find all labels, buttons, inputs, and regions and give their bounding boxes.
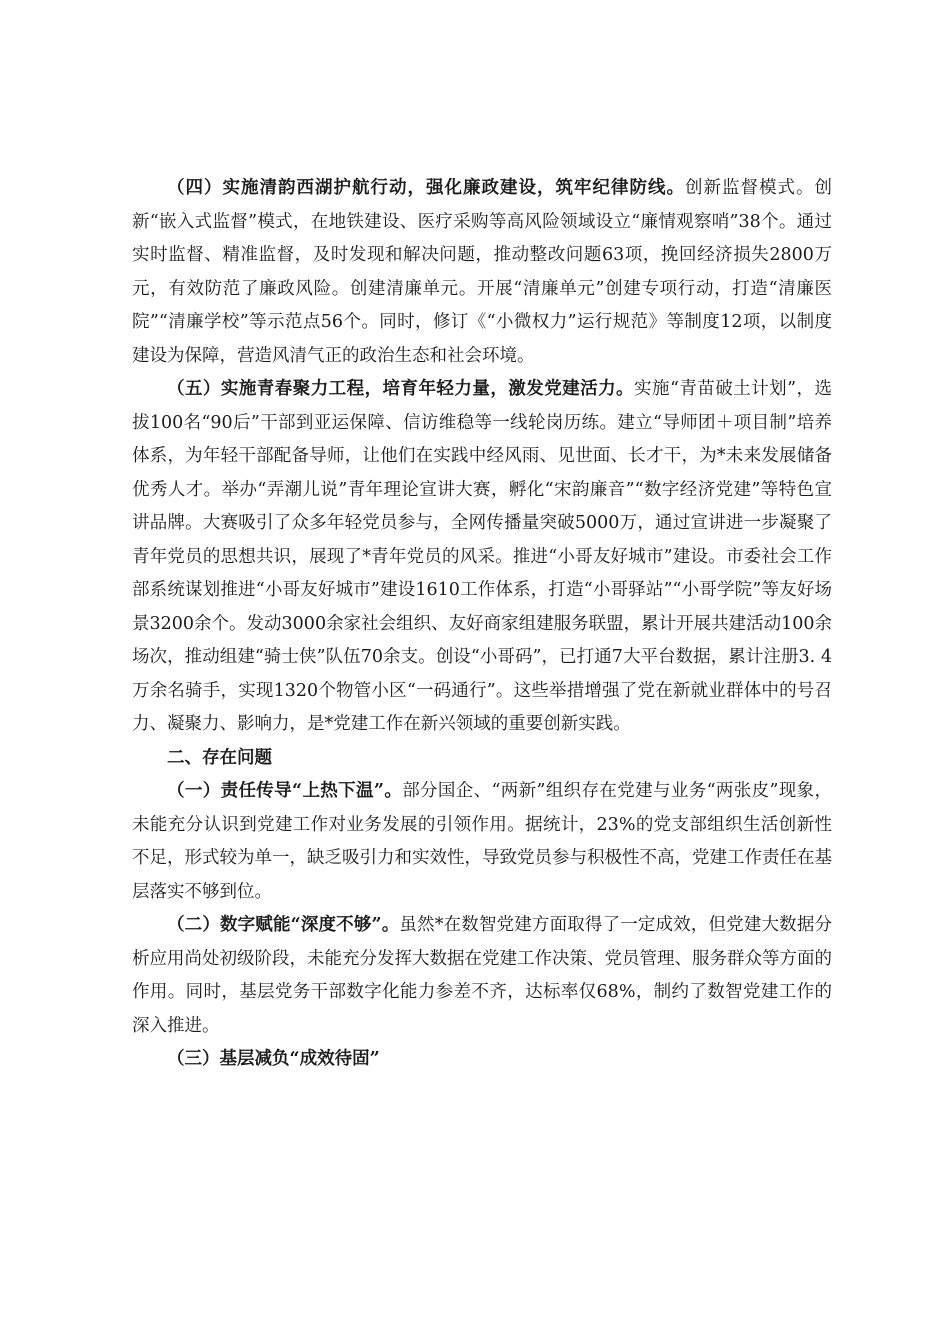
issue-two xyxy=(132,909,832,1043)
paragraph-four-lead: （四）实施清韵西湖护航行动，强化廉政建设，筑牢纪律防线。 xyxy=(167,178,685,198)
issue-one xyxy=(132,775,832,909)
issue-three-heading: （三）基层减负“成效待固” xyxy=(167,1049,380,1069)
issue-one-body: 部分国企、“两新”组织存在党建与业务“两张皮”现象，未能充分认识到党建工作对业务发展的引领作用。据统计，23%的党支部组织生活创新性不足，形式较为单一，缺乏吸引力和实效性，导致党员参与积极性不高，党建工作责任在基层落实不够到位。 xyxy=(132,781,832,902)
paragraph-four xyxy=(132,172,832,373)
paragraph-five xyxy=(132,373,832,742)
issue-two-lead: （二）数字赋能“深度不够”。 xyxy=(167,915,400,935)
section-heading-problems: 二、存在问题 xyxy=(167,747,272,768)
issue-one-lead: （一）责任传导“上热下温”。 xyxy=(167,781,403,801)
paragraph-five-lead: （五）实施青春聚力工程，培育年轻力量，激发党建活力。 xyxy=(167,379,635,399)
paragraph-five-body: 实施“青苗破土计划”，选拔100名“90后”干部到亚运保障、信访维稳等一线轮岗历练。建立“导师团＋项目制”培养体系，为年轻干部配备导师，让他们在实践中经风雨、见世面、长才干，为*未来发展储备优秀人才。举办“弄潮儿说”青年理论宣讲大赛，孵化“宋韵廉音”“数字经济党建”等特色宣讲品牌。大赛吸引了众多年轻党员参与，全网传播量突破5000万，通过宣讲进一步凝聚了青年党员的思想共识，展现了*青年党员的风采。推进“小哥友好城市”建设。市委社会工作部系统谋划推进“小哥友好城市”建设1610工作体系，打造“小哥驿站”“小哥学院”等友好场景3200余个。发动3000余家社会组织、友好商家组建服务联盟，累计开展共建活动100余场次，推动组建“骑士侠”队伍70余支。创设“小哥码”，已打通7大平台数据，累计注册3. 4万余名骑手，实现1320个物管小区“一码通行”。这些举措增强了党在新就业群体中的号召力、凝聚力、影响力，是*党建工作在新兴领域的重要创新实践。 xyxy=(132,379,832,734)
issue-two-body: 虽然*在数智党建方面取得了一定成效，但党建大数据分析应用尚处初级阶段，未能充分发挥大数据在党建工作决策、党员管理、服务群众等方面的作用。同时，基层党务干部数字化能力参差不齐，达标率仅68%，制约了数智党建工作的深入推进。 xyxy=(132,915,832,1036)
document-page xyxy=(132,172,832,1077)
paragraph-four-body: 创新监督模式。创新“嵌入式监督”模式，在地铁建设、医疗采购等高风险领域设立“廉情观察哨”38个。通过实时监督、精准监督，及时发现和解决问题，推动整改问题63项，挽回经济损失2800万元，有效防范了廉政风险。创建清廉单元。开展“清廉单元”创建专项行动，打造“清廉医院”“清廉学校”等示范点56个。同时，修订《“小微权力”运行规范》等制度12项，以制度建设为保障，营造风清气正的政治生态和社会环境。 xyxy=(132,178,832,366)
